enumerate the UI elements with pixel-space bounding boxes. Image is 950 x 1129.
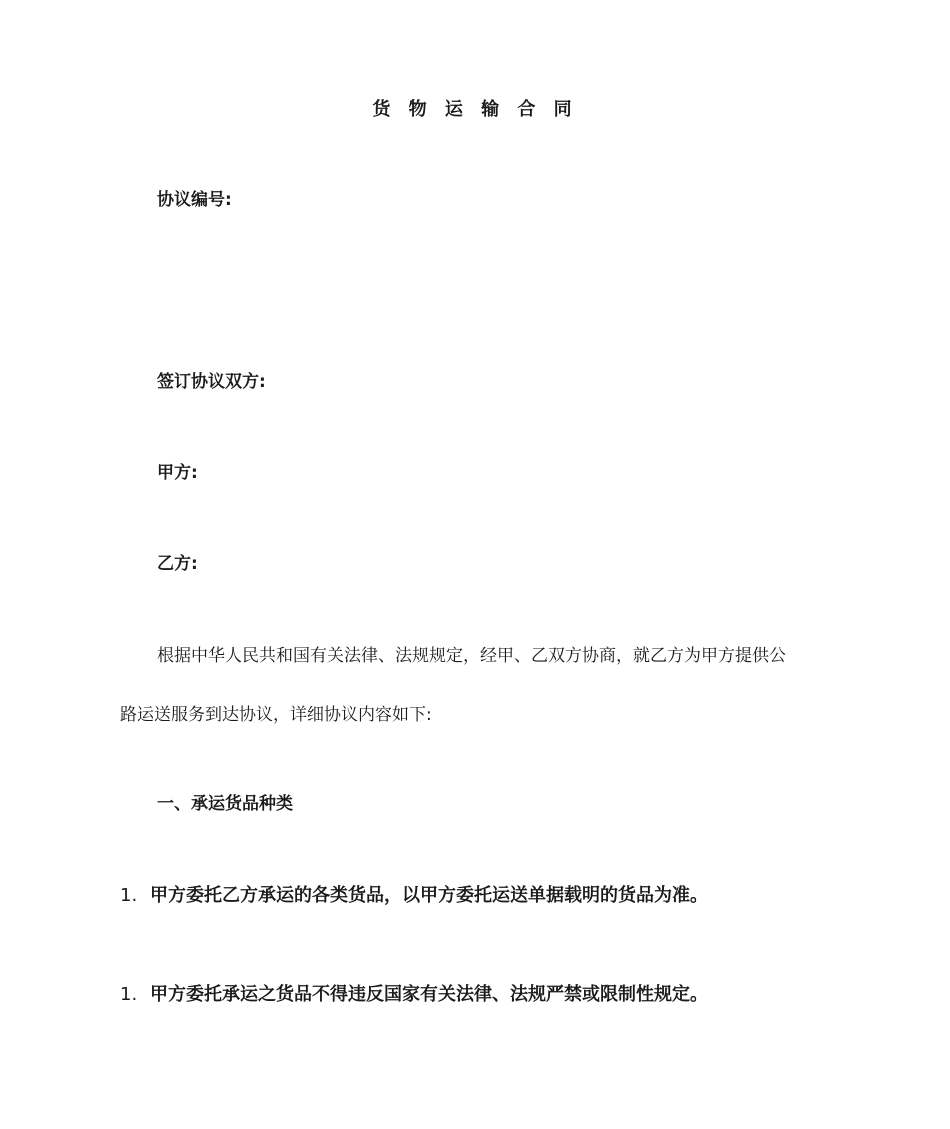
agreement-number-label: 协议编号: <box>157 190 232 210</box>
intro-paragraph-line-1: 根据中华人民共和国有关法律、法规规定，经甲、乙双方协商，就乙方为甲方提供公 <box>157 646 786 666</box>
list-item-number: 1. <box>120 885 138 906</box>
list-item-text: 甲方委托乙方承运的各类货品，以甲方委托运送单据载明的货品为准。 <box>150 885 708 906</box>
party-a-label: 甲方: <box>157 463 198 483</box>
list-item <box>120 981 708 1009</box>
list-item-text: 甲方委托承运之货品不得违反国家有关法律、法规严禁或限制性规定。 <box>150 984 708 1005</box>
party-b-label: 乙方: <box>157 554 198 574</box>
document-title: 货 物 运 输 合 同 <box>372 99 578 120</box>
intro-paragraph-line-2: 路运送服务到达协议，详细协议内容如下: <box>120 705 432 725</box>
section-heading-cargo-types: 一、承运货品种类 <box>157 794 293 814</box>
parties-label: 签订协议双方: <box>157 372 266 392</box>
list-item <box>120 882 708 910</box>
list-item-number: 1. <box>120 984 138 1005</box>
